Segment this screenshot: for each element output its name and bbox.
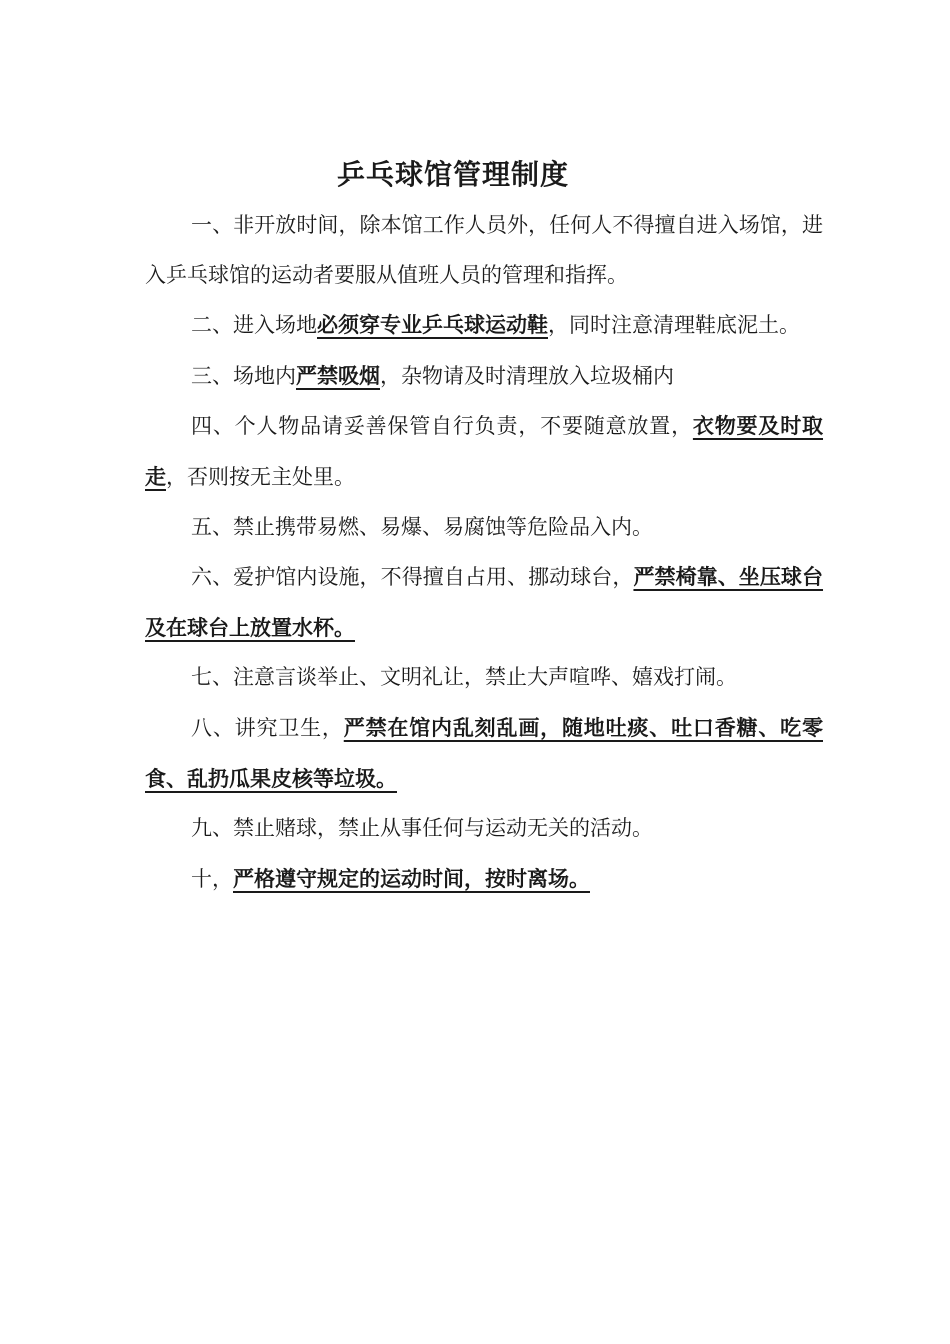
rule-8 (145, 703, 823, 804)
rule-text: 一、非开放时间，除本馆工作人员外，任何人不得擅自进入场馆，进入乒乓球馆的运动者要服从值班人员的管理和指挥。 (145, 213, 823, 287)
rule-text: 七、注意言谈举止、文明礼让，禁止大声喧哗、嬉戏打闹。 (191, 665, 737, 690)
rule-4 (145, 401, 823, 502)
rule-text: ，同时注意清理鞋底泥土。 (548, 313, 800, 338)
rule-text: 三、场地内 (191, 363, 296, 388)
rule-text: ，否则按无主处里。 (166, 464, 355, 489)
rule-text: 二、进入场地 (191, 313, 317, 338)
rule-9 (145, 804, 823, 854)
rule-1 (145, 201, 823, 300)
rule-10 (145, 854, 823, 905)
rule-text: 四、个人物品请妥善保管自行负责，不要随意放置， (191, 414, 693, 439)
rule-6 (145, 552, 823, 653)
rule-emphasis: 严禁吸烟 (296, 362, 380, 388)
rule-text: 八、讲究卫生， (191, 715, 344, 740)
rule-emphasis: 严格遵守规定的运动时间，按时离场。 (233, 865, 590, 891)
rule-5 (145, 503, 823, 553)
rule-text: 五、禁止携带易燃、易爆、易腐蚀等危险品入内。 (191, 514, 653, 539)
rule-3 (145, 351, 823, 402)
rule-text: 九、禁止赌球，禁止从事任何与运动无关的活动。 (191, 816, 653, 841)
rule-emphasis: 严禁椅靠、坐压球台及在球台上放置水杯。 (145, 564, 824, 640)
rules-list (145, 201, 823, 904)
rule-text: 六、爱护馆内设施，不得擅自占用、挪动球台， (191, 565, 634, 590)
document-title: 乒乓球馆管理制度 (336, 158, 569, 191)
rule-emphasis: 必须穿专业乒乓球运动鞋 (317, 312, 548, 338)
rule-text: 十， (191, 866, 233, 891)
rule-2 (145, 300, 823, 351)
rule-emphasis: 衣物要及时取走 (145, 413, 824, 489)
rule-text: ，杂物请及时清理放入垃圾桶内 (380, 363, 674, 388)
rule-emphasis: 严禁在馆内乱刻乱画，随地吐痰、吐口香糖、吃零食、乱扔瓜果皮核等垃圾。 (145, 714, 823, 791)
rule-7 (145, 653, 823, 703)
